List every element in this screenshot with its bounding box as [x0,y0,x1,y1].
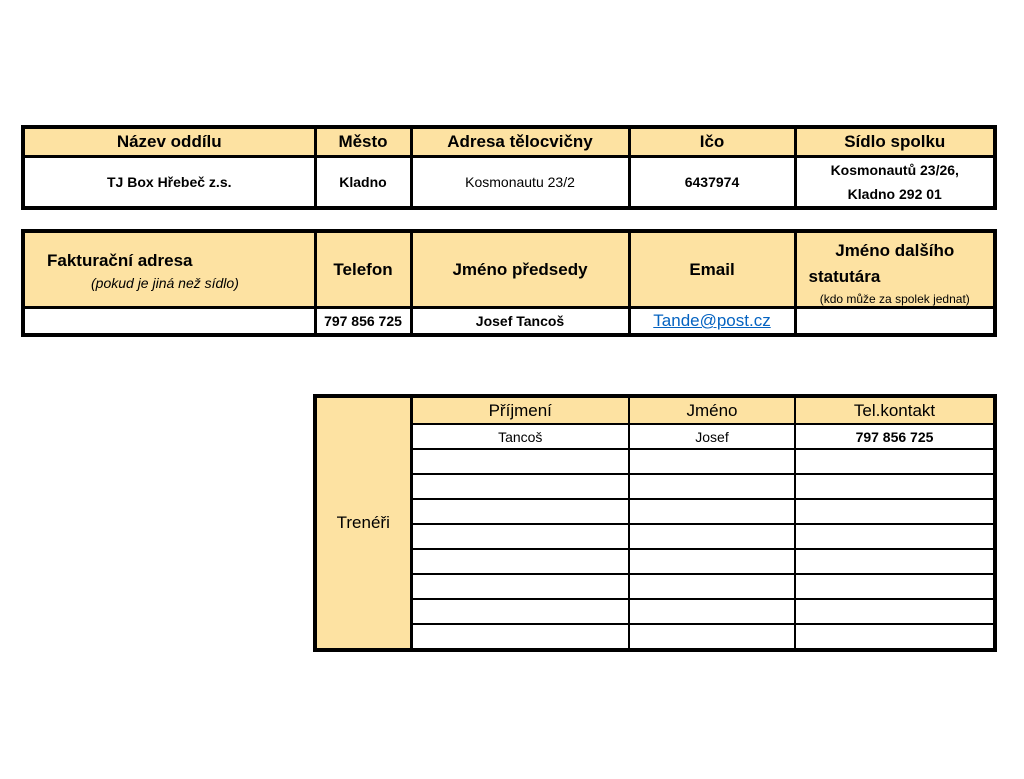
header-jmeno-predsedy: Jméno předsedy [411,231,629,308]
cell-jmeno-predsedy[interactable]: Josef Tancoš [411,308,629,336]
cell-dalsi-statutar[interactable] [795,308,995,336]
cell-tel-kontakt[interactable] [795,624,995,650]
cell-tel-kontakt[interactable] [795,499,995,524]
coach-row [315,574,995,599]
statutar-note: (kdo může za spolek jednat) [819,291,970,306]
cell-jmeno[interactable] [629,449,795,474]
coaches-table [313,394,997,652]
contact-info-header-row [23,231,995,308]
cell-tel-kontakt[interactable] [795,474,995,499]
header-dalsi-statutar [795,231,995,308]
cell-tel-kontakt[interactable] [795,524,995,549]
cell-prijmeni[interactable] [411,449,629,474]
cell-prijmeni[interactable] [411,524,629,549]
cell-jmeno[interactable] [629,499,795,524]
header-fakturacni-adresa [23,231,315,308]
header-mesto: Město [315,127,411,157]
fakturacni-adresa-title: Fakturační adresa [47,251,193,270]
coach-row [315,549,995,574]
sidlo-line-2: Kladno 292 01 [847,186,942,202]
cell-sidlo-spolku[interactable] [795,157,995,209]
coach-row [315,424,995,449]
email-link[interactable]: Tande@post.cz [653,311,771,330]
coach-row [315,524,995,549]
cell-email[interactable] [629,308,795,336]
header-email: Email [629,231,795,308]
header-prijmeni: Příjmení [411,396,629,424]
cell-tel-kontakt[interactable]: 797 856 725 [795,424,995,449]
coach-row [315,624,995,650]
club-info-table [21,125,997,210]
header-sidlo-spolku: Sídlo spolku [795,127,995,157]
cell-tel-kontakt[interactable] [795,574,995,599]
cell-telefon[interactable]: 797 856 725 [315,308,411,336]
cell-jmeno[interactable] [629,599,795,624]
cell-jmeno[interactable] [629,624,795,650]
header-telefon: Telefon [315,231,411,308]
cell-prijmeni[interactable] [411,474,629,499]
cell-prijmeni[interactable] [411,549,629,574]
club-info-header-row [23,127,995,157]
coach-row [315,499,995,524]
cell-jmeno[interactable]: Josef [629,424,795,449]
cell-prijmeni[interactable]: Tancoš [411,424,629,449]
cell-adresa-telocvicny[interactable]: Kosmonautu 23/2 [411,157,629,209]
contact-info-data-row [23,308,995,336]
cell-fakturacni-adresa[interactable] [23,308,315,336]
statutar-title-line-1: Jméno dalšího [835,240,955,260]
cell-jmeno[interactable] [629,474,795,499]
cell-prijmeni[interactable] [411,499,629,524]
cell-jmeno[interactable] [629,574,795,599]
coaches-header-row [315,396,995,424]
cell-nazev-oddilu[interactable]: TJ Box Hřebeč z.s. [23,157,315,209]
coach-row [315,449,995,474]
coach-row [315,474,995,499]
cell-tel-kontakt[interactable] [795,599,995,624]
cell-tel-kontakt[interactable] [795,549,995,574]
cell-jmeno[interactable] [629,549,795,574]
cell-jmeno[interactable] [629,524,795,549]
cell-prijmeni[interactable] [411,574,629,599]
header-ico: Ičo [629,127,795,157]
sidlo-line-1: Kosmonautů 23/26, [830,162,959,178]
coaches-side-label: Trenéři [315,396,411,650]
header-nazev-oddilu: Název oddílu [23,127,315,157]
cell-prijmeni[interactable] [411,624,629,650]
cell-mesto[interactable]: Kladno [315,157,411,209]
header-tel-kontakt: Tel.kontakt [795,396,995,424]
coach-row [315,599,995,624]
header-adresa-telocvicny: Adresa tělocvičny [411,127,629,157]
club-info-data-row [23,157,995,209]
cell-ico[interactable]: 6437974 [629,157,795,209]
header-jmeno: Jméno [629,396,795,424]
cell-tel-kontakt[interactable] [795,449,995,474]
cell-prijmeni[interactable] [411,599,629,624]
fakturacni-adresa-note: (pokud je jiná než sídlo) [91,275,239,291]
contact-info-table [21,229,997,337]
statutar-title-line-2: statutára [808,266,881,286]
